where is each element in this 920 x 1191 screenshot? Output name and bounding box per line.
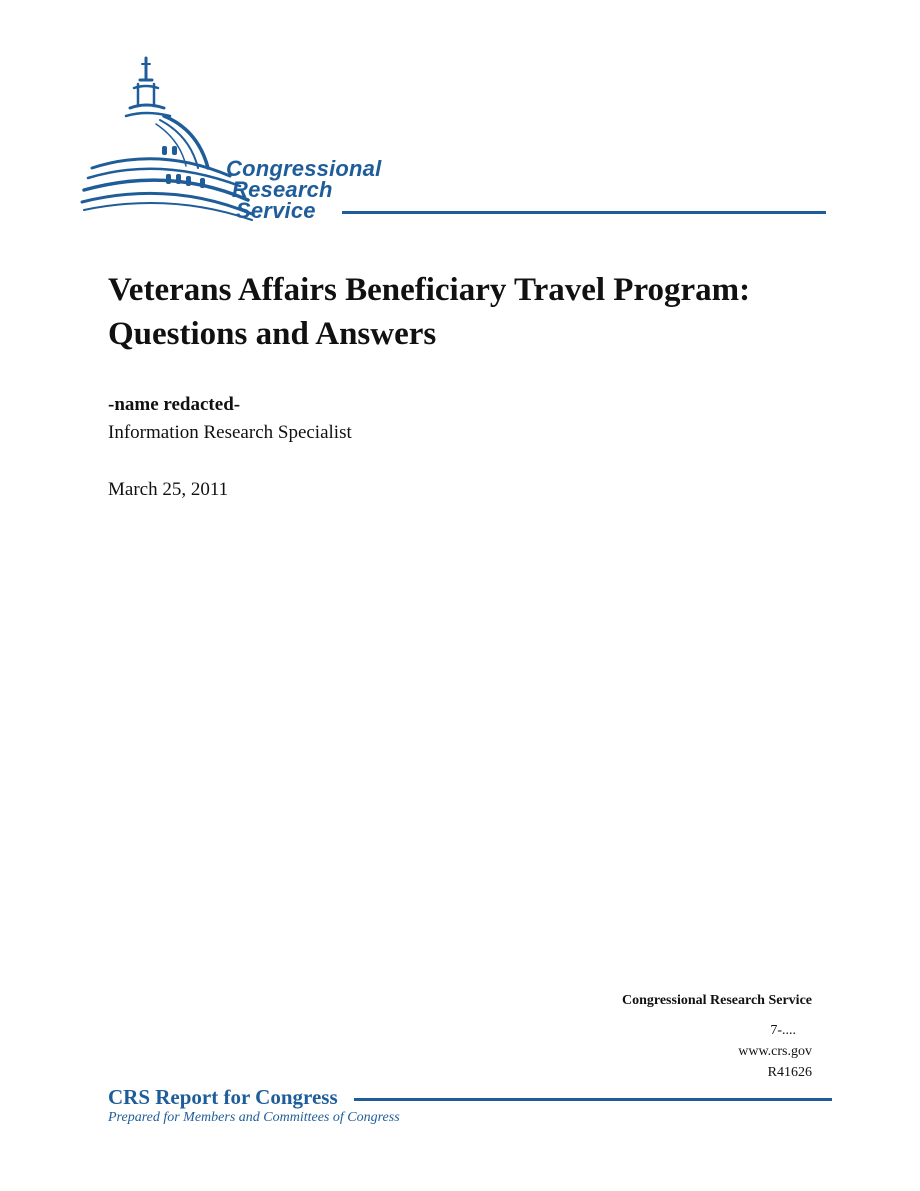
publisher-org: Congressional Research Service: [621, 993, 812, 1008]
crs-logo: [80, 50, 840, 230]
logo-word-research: Research: [232, 177, 333, 202]
publisher-info: [622, 990, 812, 1083]
footer-divider: [354, 1098, 832, 1101]
logo-word-congressional: Congressional: [226, 156, 382, 181]
publisher-website: www.crs.gov: [738, 1044, 812, 1059]
author-role: Information Research Specialist: [108, 422, 352, 443]
author-name: -name redacted-: [108, 394, 241, 415]
report-title-line1: Veterans Affairs Beneficiary Travel Program:: [108, 272, 751, 308]
logo-divider: [342, 211, 826, 214]
footer-title: CRS Report for Congress: [108, 1085, 338, 1109]
report-number: R41626: [767, 1065, 812, 1080]
report-date: March 25, 2011: [108, 479, 229, 500]
report-title: [108, 268, 848, 356]
report-title-line2: Questions and Answers: [108, 316, 437, 352]
publisher-code: 7-....: [770, 1023, 796, 1038]
footer-subtitle: Prepared for Members and Committees of Congress: [108, 1110, 400, 1125]
logo-word-service: Service: [236, 198, 316, 223]
